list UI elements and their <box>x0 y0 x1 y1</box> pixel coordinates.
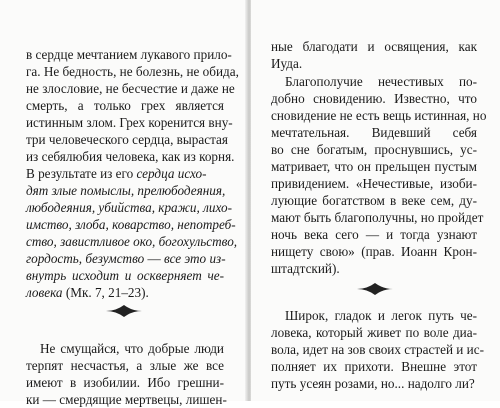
section-divider-ornament <box>104 304 144 318</box>
text-line: Благополучие нечестивых по- <box>285 74 477 89</box>
text-line: из себялюбия человека, как из корня. <box>26 149 235 164</box>
quote-line <box>26 233 238 250</box>
text-line: полняет их прихоти. Внешне этот <box>271 359 477 374</box>
quote-run: дят злые помыслы, прелюбодеяния, <box>26 183 226 198</box>
text-line: ночь века сего — и тогда узнают <box>271 227 477 242</box>
quote-run: ство, завистливое око, богохульство, <box>26 234 238 249</box>
text-line: привидением. «Нечестивые, изоби- <box>271 176 477 191</box>
quote-run: все это из- <box>164 251 226 266</box>
quote-line <box>26 284 149 301</box>
text-line: мечтательная. Видевший себя <box>271 125 477 140</box>
text-line: ные благодати и освящения, как <box>271 39 477 54</box>
text-line: нищету свою» (прав. Иоанн Крон- <box>271 244 477 259</box>
citation: (Мк. 7, 21–23). <box>62 285 149 300</box>
text-line: ловека, который живет по воле диа- <box>271 325 477 340</box>
text-line: добно сновидению. Известно, что <box>271 91 477 106</box>
quote-line <box>26 199 232 216</box>
quote-line <box>26 250 226 267</box>
text-line: смерть, а только грех является <box>26 98 224 113</box>
quote-line <box>26 267 224 284</box>
text-line: путь усеян розами, но... надолго ли? <box>271 376 475 391</box>
quote-run: внутрь исходит и оскверняет че- <box>26 268 224 283</box>
text-line: вола, идет на зов своих страстей и ис- <box>271 342 484 357</box>
text-line: три человеческого сердца, вырастая <box>26 132 228 147</box>
section-divider-ornament <box>355 282 395 296</box>
quote-run: сердца исхо- <box>136 166 207 181</box>
text-line: имеют в изобилии. Ибо грешни- <box>26 375 224 390</box>
text-line: Иуда. <box>271 56 303 71</box>
text-line: ки — смердящие мертвецы, лишен- <box>26 392 227 407</box>
quote-run: гордость, безумство <box>26 251 145 266</box>
text-line: матривает, что он прельщен пустым <box>271 159 477 174</box>
left-page <box>0 0 247 407</box>
text-line: не злословие, не бесчестие и даже не <box>26 81 235 96</box>
text-line: во сне богатым, проснувшись, ус- <box>271 142 477 157</box>
quote-line <box>26 216 236 233</box>
text-line: Широк, гладок и легок путь че- <box>285 308 477 323</box>
quote-run: любодеяния, убийства, кражи, лихо- <box>26 200 232 215</box>
text-run: — <box>144 251 165 266</box>
text-line: сновидение не есть вещь истинная, но <box>271 108 487 123</box>
text-line: истинным злом. Грех коренится вну- <box>26 115 233 130</box>
text-line <box>26 165 207 182</box>
text-line: штадтский). <box>271 261 340 276</box>
text-run: В результате из его <box>26 166 137 181</box>
quote-line <box>26 182 224 199</box>
right-page <box>251 0 500 401</box>
text-line: терпят несчастья, а злые же все <box>26 358 224 373</box>
text-line: в сердце мечтанием лукавого прило- <box>26 47 232 62</box>
text-line: лующие богатством в веке сем, ду- <box>271 193 477 208</box>
text-line: мают быть благополучны, но пройдет <box>271 210 484 225</box>
text-line: га. Не бедность, не болезнь, не обида, <box>26 64 239 79</box>
quote-run: ловека <box>26 285 63 300</box>
quote-run: имство, злоба, коварство, непотреб- <box>26 217 236 232</box>
text-line: Не смущайся, что добрые люди <box>40 341 224 356</box>
